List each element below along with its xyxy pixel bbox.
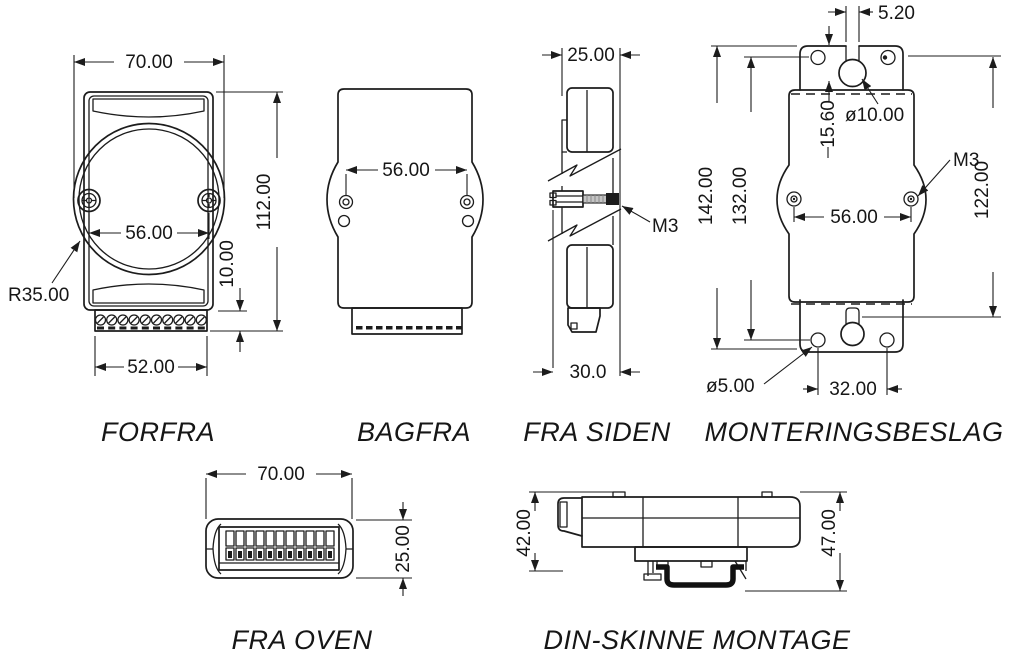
fra-oven-terminal-block	[219, 527, 339, 570]
dim-label-din-total-height: 47.00	[819, 509, 840, 557]
dim-label-forfra-width: 70.00	[125, 52, 173, 73]
dim-label-bracket-body-height: 122.00	[972, 160, 993, 220]
bracket-top-keyhole-circle	[839, 60, 866, 87]
dim-label-forfra-radius: R35.00	[8, 285, 70, 306]
forfra-top-band	[93, 99, 204, 117]
bracket-bottom-keyhole-slot	[846, 308, 859, 324]
fra-siden-connector	[550, 191, 583, 207]
bagfra-screw-right	[463, 216, 474, 227]
din-skinne-view	[514, 492, 851, 655]
dim-label-forfra-terminal-height: 10.00	[217, 240, 238, 288]
bracket-keyhole-dia-leader	[862, 79, 878, 104]
bagfra-terminal-block	[352, 308, 463, 334]
din-clip-left	[644, 561, 661, 580]
bracket-bottom-hole-right	[880, 333, 894, 347]
bracket-bottom-hole-left	[811, 333, 825, 347]
dim-label-bracket-hole-span-height: 132.00	[730, 166, 751, 226]
bracket-m3-leader	[918, 160, 950, 196]
din-dim-module-height	[529, 492, 614, 571]
fra-siden-screw	[583, 193, 619, 205]
dim-label-forfra-height: 112.00	[254, 173, 275, 231]
view-title-din-skinne: DIN-SKINNE MONTAGE	[543, 625, 851, 655]
bracket-hole-dia-leader	[764, 347, 812, 384]
bagfra-view	[327, 89, 483, 447]
forfra-terminal-block	[95, 310, 207, 331]
bracket-screw-left	[787, 192, 801, 206]
fra-siden-dim-depth-body	[542, 48, 640, 376]
fra-siden-top-block	[567, 88, 613, 152]
dim-label-forfra-screw-spacing: 56.00	[125, 223, 173, 244]
din-rail-profile	[656, 567, 744, 585]
dim-label-din-module-height: 42.00	[514, 509, 535, 557]
fra-siden-bottom-block	[567, 245, 613, 308]
view-title-monteringsbeslag: MONTERINGSBESLAG	[704, 417, 1004, 447]
bracket-dim-slot-width	[828, 6, 873, 42]
din-module-body	[582, 497, 800, 547]
bracket-top-tab	[800, 46, 903, 90]
dim-label-bracket-hole-spacing: 32.00	[829, 379, 877, 400]
bracket-bottom-keyhole-circle	[841, 323, 864, 346]
view-title-fra-siden: FRA SIDEN	[523, 417, 671, 447]
dim-label-bagfra-hole-spacing: 56.00	[382, 160, 430, 181]
monteringsbeslag-view	[696, 3, 1004, 447]
bagfra-screw-left	[339, 216, 350, 227]
view-title-bagfra: BAGFRA	[356, 417, 472, 447]
bagfra-hole-left	[340, 196, 353, 209]
din-connector	[558, 498, 582, 536]
bracket-top-hole-left	[811, 51, 825, 65]
dim-label-fra-siden-depth-body: 25.00	[567, 45, 615, 66]
view-title-forfra: FORFRA	[101, 417, 215, 447]
dim-label-fra-siden-depth-total: 30.0	[569, 362, 607, 383]
dim-label-bracket-total-height: 142.00	[696, 166, 717, 226]
fra-siden-view	[523, 45, 678, 447]
dim-label-bracket-keyhole-offset: 15.60	[818, 100, 839, 148]
dim-label-bracket-m3: M3	[953, 150, 980, 171]
view-title-fra-oven: FRA OVEN	[231, 625, 373, 655]
bracket-dim-total-height	[711, 46, 797, 349]
dim-label-fra-oven-depth: 25.00	[393, 525, 414, 573]
forfra-body-outline	[84, 92, 213, 310]
forfra-dim-terminal-height	[218, 288, 247, 352]
fra-oven-view	[206, 464, 414, 655]
dim-label-bracket-screw-spacing: 56.00	[830, 207, 878, 228]
dim-label-fra-siden-m3: M3	[652, 216, 679, 237]
dim-label-bracket-hole-dia: ø5.00	[706, 376, 755, 397]
dim-label-bracket-keyhole-dia: ø10.00	[845, 105, 905, 126]
bracket-screw-right	[904, 192, 918, 206]
dim-label-forfra-terminal-width: 52.00	[127, 357, 175, 378]
forfra-radius-leader	[52, 241, 80, 283]
dim-label-fra-oven-width: 70.00	[257, 464, 305, 485]
din-clip-lug-right	[701, 561, 712, 567]
forfra-bottom-band	[93, 284, 204, 303]
dim-label-bracket-slot-width: 5.20	[878, 3, 915, 24]
bagfra-hole-right	[461, 196, 474, 209]
bagfra-body-outline	[327, 89, 483, 308]
din-clip-right	[735, 561, 746, 579]
fra-siden-break-bottom	[548, 209, 621, 241]
fra-siden-m3-leader	[622, 206, 650, 222]
forfra-screw-right	[198, 190, 220, 212]
fra-siden-break-top	[548, 149, 621, 181]
forfra-view	[8, 52, 283, 447]
forfra-dim-width	[74, 55, 224, 198]
din-mounting-base	[635, 547, 747, 561]
